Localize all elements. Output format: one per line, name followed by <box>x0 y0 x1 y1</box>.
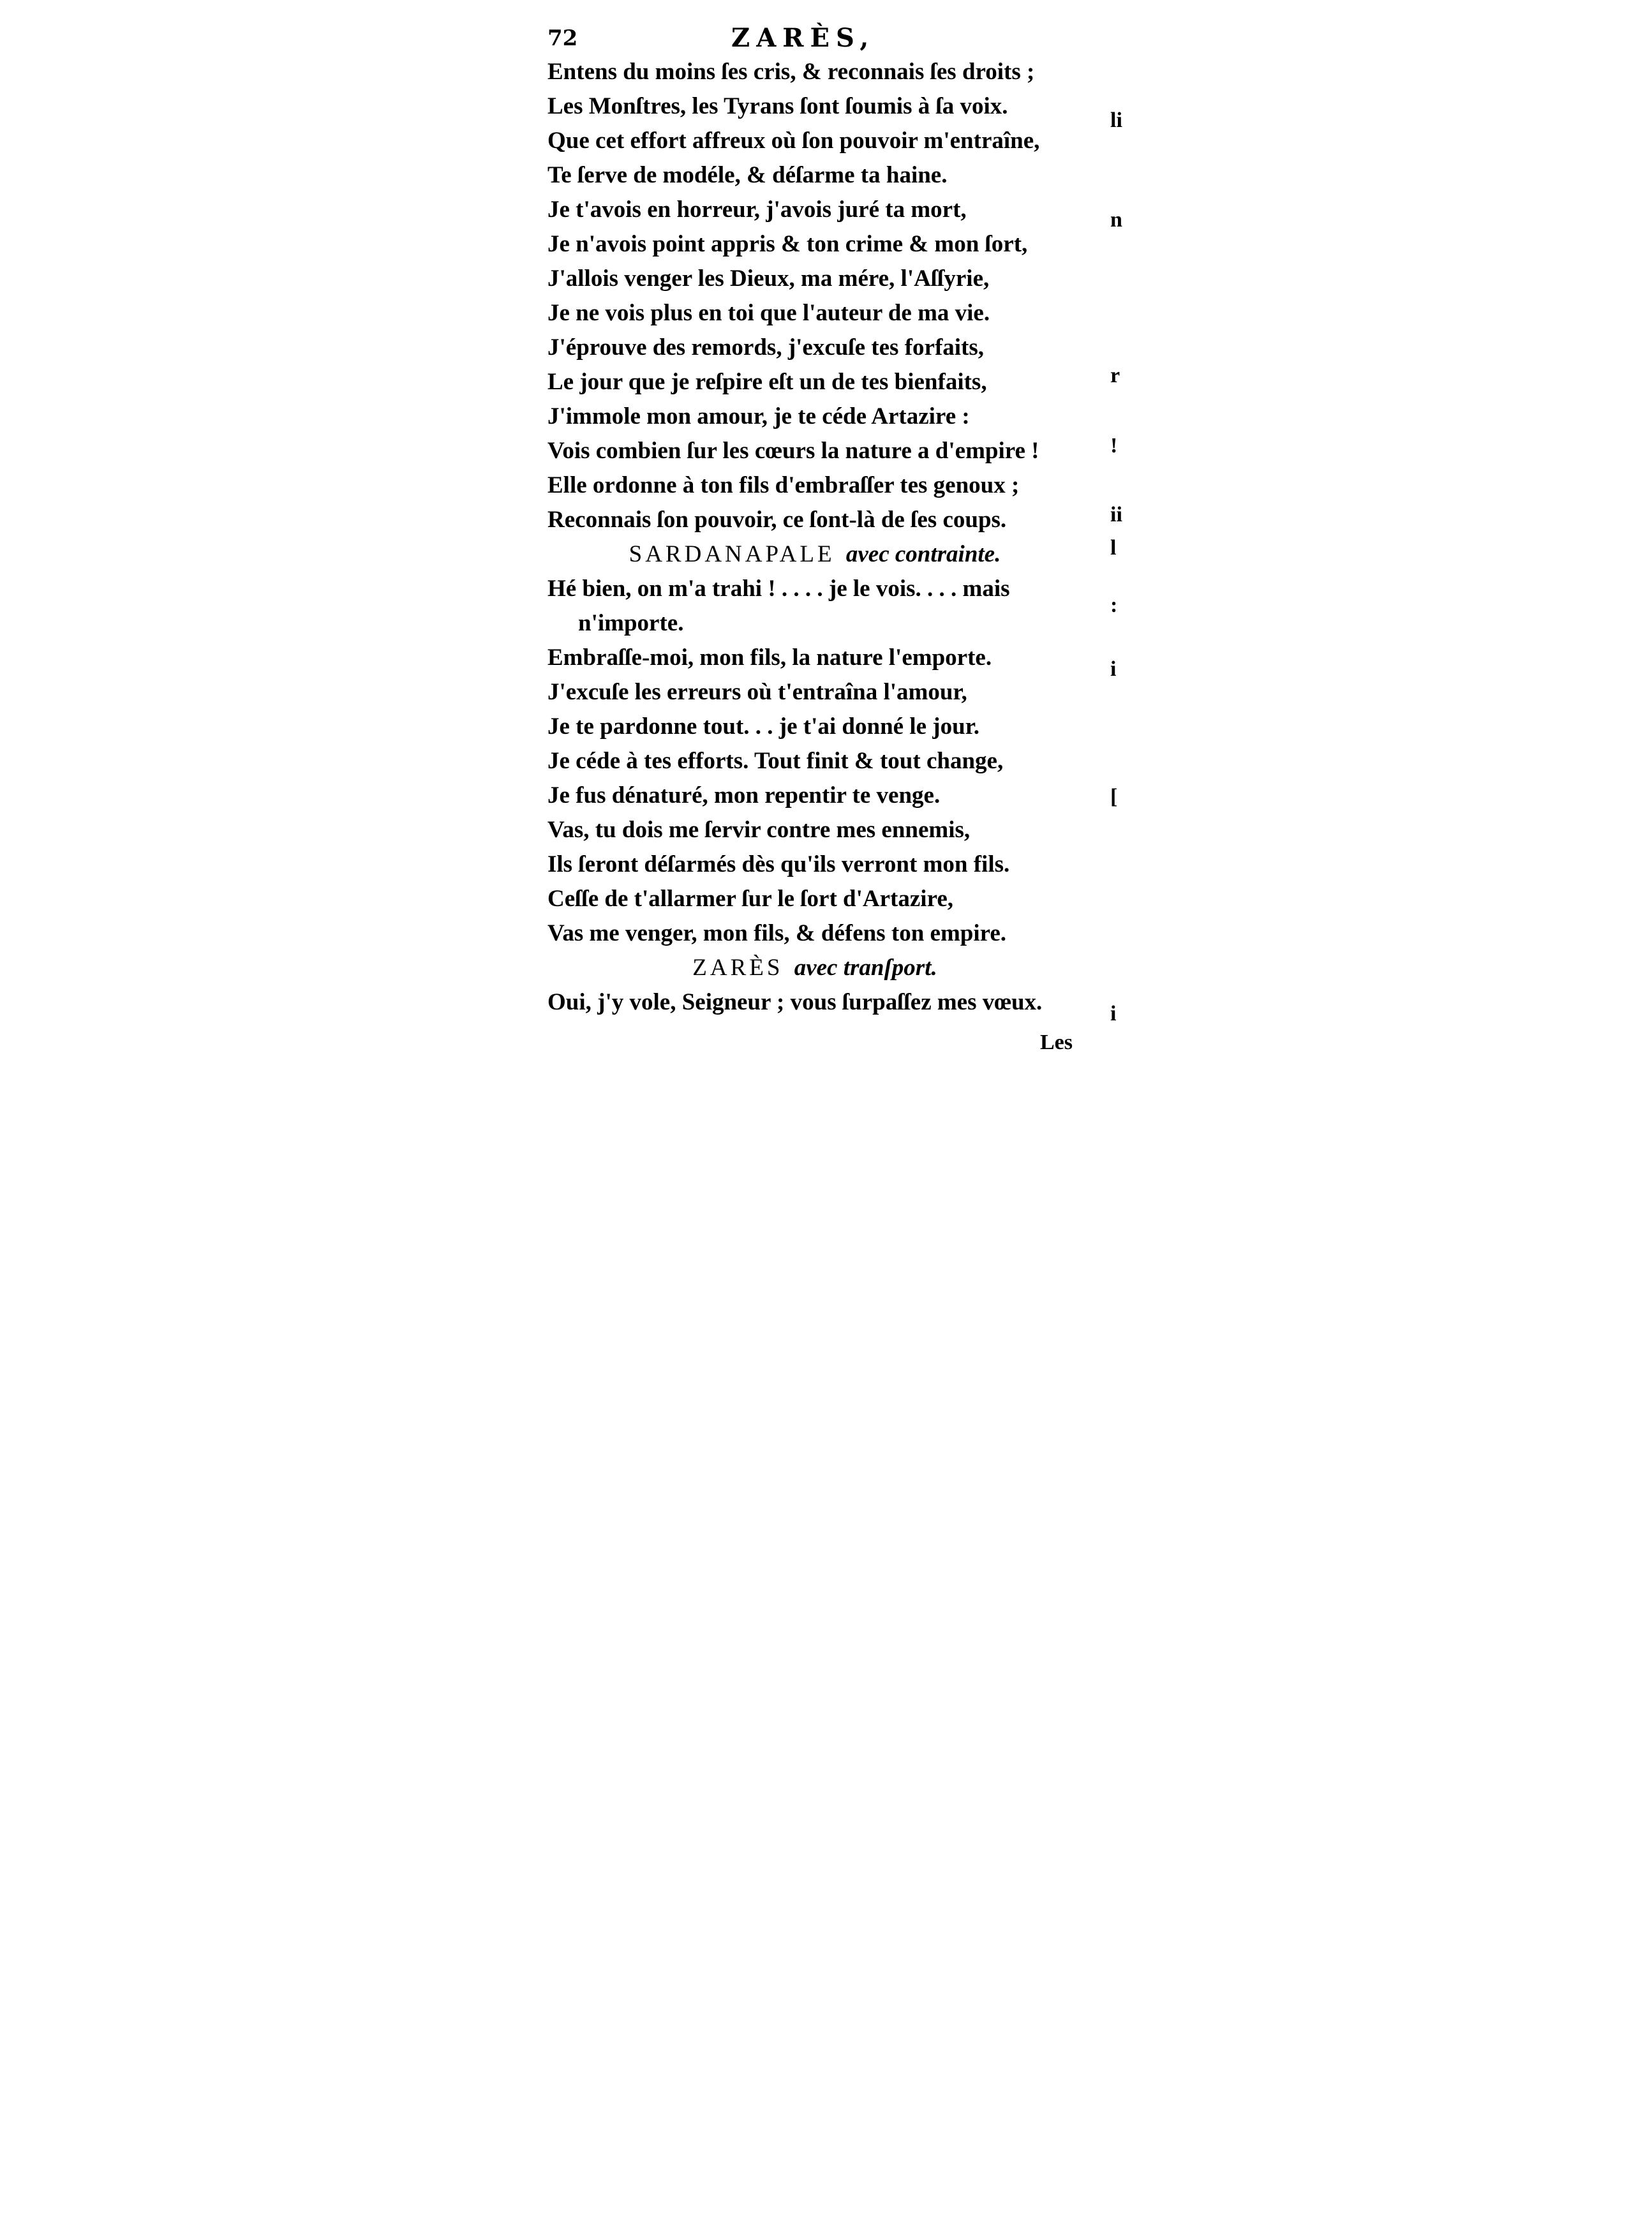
bleed-through-glyph: i <box>1110 1002 1117 1025</box>
verse-line: J'éprouve des remords, j'excuſe tes forfaits, <box>547 334 985 361</box>
speaker-name: ZARÈS <box>692 955 784 981</box>
stage-direction: avec tranſport. <box>794 955 937 981</box>
speaker-heading <box>547 537 1082 572</box>
verse-line: Hé bien, on m'a trahi ! . . . . je le vois. . . . mais <box>547 576 1010 602</box>
verse-line: Je t'avois en horreur, j'avois juré ta mort, <box>547 197 967 223</box>
speaker-name: SARDANAPALE <box>629 541 835 567</box>
verse-line: Ils ſeront déſarmés dès qu'ils verront mon fils. <box>547 851 1010 877</box>
bleed-through-glyph: i <box>1110 657 1117 681</box>
verse-line: Je n'avois point appris & ton crime & mon ſort, <box>547 231 1028 257</box>
verse-line: J'immole mon amour, je te céde Artazire : <box>547 403 970 429</box>
verse-line: Embraſſe-moi, mon fils, la nature l'emporte. <box>547 645 992 671</box>
verse-line: J'excuſe les erreurs où t'entraîna l'amour, <box>547 679 967 705</box>
verse-line: Le jour que je reſpire eſt un de tes bienfaits, <box>547 369 987 395</box>
speaker-heading <box>547 951 1082 985</box>
bleed-through-glyph: : <box>1110 593 1118 617</box>
verse-line: Entens du moins ſes cris, & reconnais ſes droits ; <box>547 59 1035 85</box>
verse-line: Je ne vois plus en toi que l'auteur de ma vie. <box>547 300 990 326</box>
bleed-through-glyph: ii <box>1110 503 1122 526</box>
book-page <box>544 19 1092 1053</box>
bleed-through-glyph: r <box>1110 364 1120 387</box>
verse-line: Vas, tu dois me ſervir contre mes ennemis, <box>547 817 971 843</box>
verse-line: Vois combien ſur les cœurs la nature a d'empire ! <box>547 438 1039 464</box>
bleed-through-margin <box>1110 96 1136 1040</box>
bleed-through-glyph: l <box>1110 536 1117 560</box>
verse-line: Ceſſe de t'allarmer ſur le ſort d'Artazire, <box>547 886 953 912</box>
verse-line: Oui, j'y vole, Seigneur ; vous ſurpaſſez mes vœux. <box>547 989 1043 1015</box>
bleed-through-glyph: ! <box>1110 434 1118 458</box>
page-number: 72 <box>547 26 578 51</box>
running-title: ZARÈS, <box>731 23 875 53</box>
bleed-through-glyph: n <box>1110 208 1122 232</box>
bleed-through-glyph: li <box>1110 108 1122 132</box>
verse-line: Vas me venger, mon fils, & défens ton empire. <box>547 920 1007 946</box>
verse-line: Que cet effort affreux où ſon pouvoir m'entraîne, <box>547 128 1040 154</box>
verse-line: Te ſerve de modéle, & déſarme ta haine. <box>547 162 948 188</box>
verse-line: Les Monſtres, les Tyrans ſont ſoumis à ſa voix. <box>547 93 1008 119</box>
verse-line-continuation: n'importe. <box>578 610 684 636</box>
verse-text <box>547 55 1096 1020</box>
verse-line: Je te pardonne tout. . . je t'ai donné le jour. <box>547 713 979 740</box>
page-header <box>547 19 1083 57</box>
verse-line: Je fus dénaturé, mon repentir te venge. <box>547 782 941 809</box>
stage-direction: avec contrainte. <box>845 541 1001 567</box>
catchword: Les <box>1040 1031 1073 1054</box>
verse-line: J'allois venger les Dieux, ma mére, l'Aſſyrie, <box>547 265 990 292</box>
verse-line: Reconnais ſon pouvoir, ce ſont-là de ſes coups. <box>547 507 1007 533</box>
verse-line: Je céde à tes efforts. Tout finit & tout change, <box>547 748 1004 774</box>
verse-line: Elle ordonne à ton fils d'embraſſer tes genoux ; <box>547 472 1020 498</box>
bleed-through-glyph: [ <box>1110 785 1118 809</box>
